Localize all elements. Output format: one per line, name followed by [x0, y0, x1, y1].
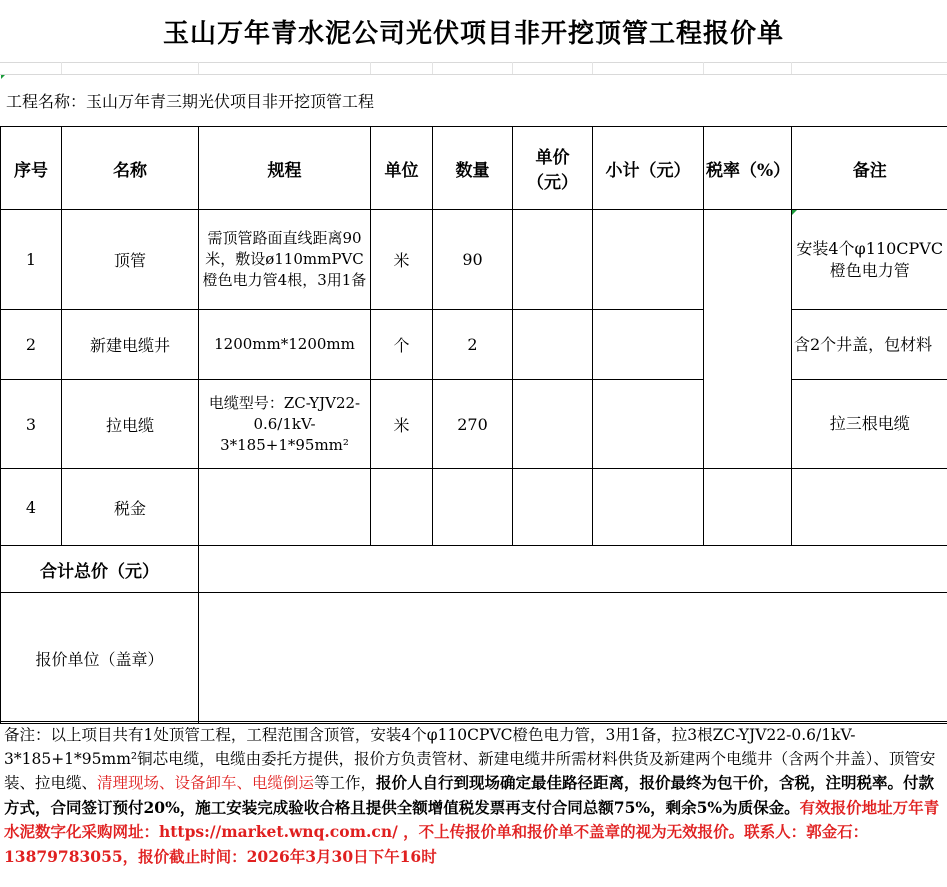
row-tax[interactable] — [704, 469, 792, 546]
row-unit: 个 — [371, 310, 433, 380]
row-price[interactable] — [513, 469, 593, 546]
document-title: 玉山万年青水泥公司光伏项目非开挖顶管工程报价单 — [0, 0, 947, 63]
header-price-line1: 单价 — [535, 148, 570, 168]
row-seq: 2 — [1, 310, 62, 380]
row-subtotal[interactable] — [593, 310, 704, 380]
remarks-text: 备注：以上项目共有1处顶管工程，工程范围含顶管，安装4个φ110CPVC橙色电力管，3用1备，拉3根ZC-YJV22-0.6/1kV-3*185+1*95mm²铜芯电缆，电缆由委托方提供，报价方负责管材、新建电缆井所需材料供货及新建两个电缆井（含两个井盖）、顶管安装、拉电缆、 — [4, 726, 936, 792]
cell-comment-marker — [792, 210, 797, 215]
total-value-cell[interactable] — [199, 546, 947, 593]
row-price[interactable] — [513, 210, 593, 310]
row-price[interactable] — [513, 310, 593, 380]
row-unit — [371, 469, 433, 546]
project-name: 玉山万年青三期光伏项目非开挖顶管工程 — [86, 92, 375, 111]
bidder-label: 报价单位（盖章） — [1, 593, 199, 724]
row-unit: 米 — [371, 380, 433, 469]
header-note: 备注 — [792, 127, 947, 210]
header-price-line2: （元） — [527, 173, 578, 193]
remarks-red-text: 清理现场、设备卸车、电缆倒运 — [97, 774, 315, 792]
header-tax: 税率（%） — [704, 127, 792, 210]
project-name-row — [0, 74, 947, 126]
table-row — [1, 310, 947, 380]
row-unit: 米 — [371, 210, 433, 310]
row-name: 税金 — [62, 469, 199, 546]
row-note: 含2个井盖，包材料 — [792, 310, 947, 380]
total-row — [1, 546, 947, 593]
row-spec: 1200mm*1200mm — [199, 310, 371, 380]
header-seq: 序号 — [1, 127, 62, 210]
row-subtotal[interactable] — [593, 380, 704, 469]
row-qty: 270 — [433, 380, 513, 469]
table-header-row — [1, 127, 947, 210]
row-price[interactable] — [513, 380, 593, 469]
bidder-row — [1, 593, 947, 724]
row-name: 拉电缆 — [62, 380, 199, 469]
header-name: 名称 — [62, 127, 199, 210]
header-spec: 规程 — [199, 127, 371, 210]
header-qty: 数量 — [433, 127, 513, 210]
bidder-stamp-cell[interactable] — [199, 593, 947, 724]
remarks-text-2: 等工作， — [314, 774, 377, 792]
total-label: 合计总价（元） — [1, 546, 199, 593]
row-seq: 3 — [1, 380, 62, 469]
remarks-block — [0, 721, 947, 887]
row-qty: 2 — [433, 310, 513, 380]
table-row — [1, 469, 947, 546]
row-seq: 4 — [1, 469, 62, 546]
header-price — [513, 127, 593, 210]
row-spec: 电缆型号：ZC-YJV22-0.6/1kV-3*185+1*95mm² — [199, 380, 371, 469]
row-qty — [433, 469, 513, 546]
header-subtotal: 小计（元） — [593, 127, 704, 210]
tax-rate-cell[interactable] — [704, 210, 792, 469]
row-note — [792, 469, 947, 546]
remarks-contact-text: 有效报价地址万年青水泥数字化采购网址：https://market.wnq.com.cn/ ，不上传报价单和报价单不盖章的视为无效报价。联系人：郭金石：13879783055，报价截止时间：2026年3月30日下午16时 — [4, 797, 940, 866]
project-label: 工程名称： — [6, 92, 87, 111]
quote-table — [0, 126, 947, 724]
row-spec: 需顶管路面直线距离90米，敷设ø110mmPVC橙色电力管4根，3用1备 — [199, 210, 371, 310]
row-qty: 90 — [433, 210, 513, 310]
row-spec — [199, 469, 371, 546]
row-name: 顶管 — [62, 210, 199, 310]
table-row — [1, 210, 947, 310]
row-subtotal[interactable] — [593, 210, 704, 310]
table-row — [1, 380, 947, 469]
row-subtotal[interactable] — [593, 469, 704, 546]
row-note: 拉三根电缆 — [792, 380, 947, 469]
row-note — [792, 210, 947, 310]
row-seq: 1 — [1, 210, 62, 310]
remarks-bold-text: 报价人自行到现场确定最佳路径距离，报价最终为包干价，含税，注明税率。付款方式，合同签订预付20%，施工安装完成验收合格且提供全额增值税发票再支付合同总额75%，剩余5%为质保金。 — [4, 773, 935, 817]
row-note-text: 安装4个φ110CPVC橙色电力管 — [796, 238, 944, 280]
header-unit: 单位 — [371, 127, 433, 210]
spreadsheet-grid-row — [0, 62, 947, 74]
row-name: 新建电缆井 — [62, 310, 199, 380]
